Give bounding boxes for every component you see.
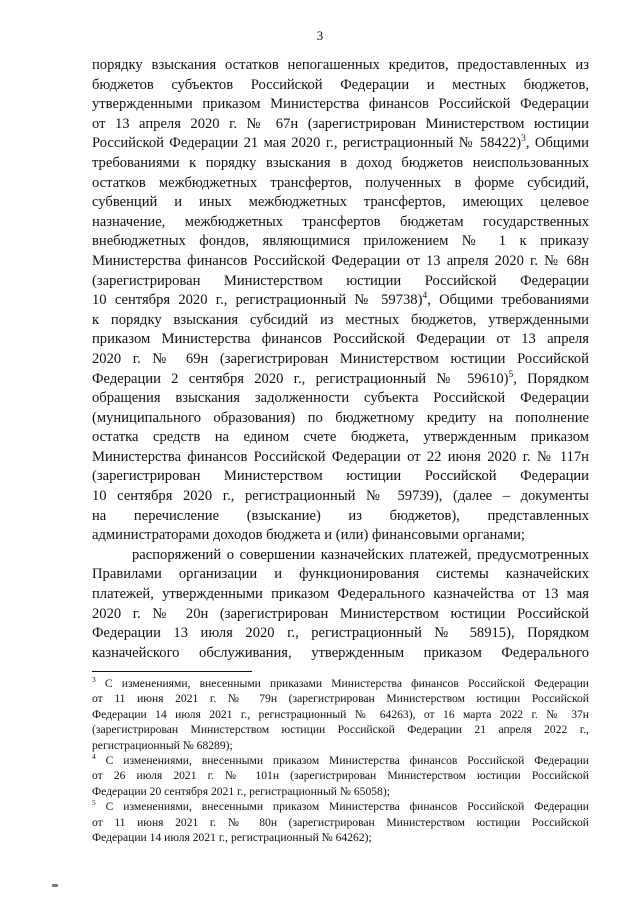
body-line: [92, 291, 589, 311]
footnote-marker: 4: [92, 752, 96, 762]
body-line-text: , Общими требованиями: [427, 292, 589, 309]
body-line: назначение, межбюджетных трансфертов бюджетам государственных: [92, 213, 589, 230]
body-line: администраторами доходов бюджета и (или) финансовыми органами;: [92, 527, 525, 544]
footnote-ref-5: 5: [508, 369, 514, 380]
body-line: (зарегистрирован Министерством юстиции Российской Федерации: [92, 468, 589, 485]
footnote-ref-4: 4: [422, 291, 428, 302]
footnote-5: [92, 799, 589, 814]
scan-artifact: [52, 884, 58, 887]
page-number: 3: [316, 28, 324, 43]
body-line: Министерства финансов Российской Федерации от 22 июня 2020 г. № 117н: [92, 448, 589, 465]
body-line: обращения взыскания задолженности субъекта Российской Федерации: [92, 390, 589, 407]
body-line: казначейского обслуживания, утвержденным приказом Федерального: [92, 644, 589, 661]
footnote-line: регистрационный № 68289);: [92, 738, 233, 752]
body-line-text: , Порядком: [513, 370, 590, 387]
body-line: порядку взыскания остатков непогашенных кредитов, предоставленных из: [92, 57, 589, 73]
body-line: Федерации 13 июля 2020 г., регистрационный № 58915), Порядком: [92, 625, 589, 642]
body-line: (муниципального образования) по бюджетному кредиту на пополнение: [92, 409, 589, 426]
footnote-line: Федерации 20 сентября 2021 г., регистрационный № 65058);: [92, 784, 390, 798]
body-line: остатка средств на едином счете бюджета, утвержденным приказом: [92, 429, 589, 446]
body-line: 2020 г. № 69н (зарегистрирован Министерством юстиции Российской: [92, 350, 589, 367]
footnote-marker: 5: [92, 798, 96, 808]
footnote-line: Федерации 14 июля 2021 г., регистрационный № 64263), от 16 марта 2022 г. № 37н: [92, 707, 589, 721]
footnote-line: от 11 июня 2021 г. № 80н (зарегистрирован Министерством юстиции Российской: [92, 815, 589, 829]
body-line: бюджетов субъектов Российской Федерации и местных бюджетов,: [92, 76, 589, 93]
body-line: Правилами организации и функционирования системы казначейских: [92, 566, 589, 583]
body-line: субвенций и иных межбюджетных трансфертов, имеющих целевое: [92, 194, 589, 211]
body-line: 2020 г. № 20н (зарегистрирован Министерством юстиции Российской: [92, 605, 589, 622]
body-line: 10 сентября 2020 г., регистрационный № 59739), (далее – документы: [92, 488, 589, 505]
footnote-3: [92, 676, 589, 691]
body-line-text: , Общими: [525, 135, 589, 152]
body-line: к порядку взыскания субсидий из местных бюджетов, утвержденными: [92, 311, 589, 328]
footnote-line-text: С изменениями, внесенными приказами Министерства финансов Российской Федерации: [104, 677, 589, 690]
body-line: требованиями к порядку взыскания в доход бюджетов неиспользованных: [92, 154, 589, 171]
body-line-text: 10 сентября 2020 г., регистрационный № 59738): [92, 292, 423, 309]
body-line: платежей, утвержденными приказом Федерального казначейства от 13 мая: [92, 586, 589, 603]
body-line: [92, 370, 589, 390]
body-line: утвержденными приказом Министерства финансов Российской Федерации: [92, 96, 589, 113]
body-line-text: Федерации 2 сентября 2020 г., регистрационный № 59610): [92, 370, 509, 387]
footnotes: [92, 676, 589, 845]
body-line: Министерства финансов Российской Федерации от 13 апреля 2020 г. № 68н: [92, 252, 589, 269]
body-line: распоряжений о совершении казначейских платежей, предусмотренных: [132, 546, 589, 563]
body-line-text: Российской Федерации 21 мая 2020 г., регистрационный № 58422): [92, 135, 522, 152]
body-line: (зарегистрирован Министерством юстиции Российской Федерации: [92, 272, 589, 289]
footnote-4: [92, 753, 589, 768]
footnote-line: (зарегистрирован Министерством юстиции Российской Федерации 21 апреля 2022 г.,: [92, 723, 589, 737]
footnote-line-text: С изменениями, внесенными приказом Министерства финансов Российской Федерации: [105, 800, 589, 814]
body-line: [92, 134, 589, 154]
footnote-line: Федерации 14 июля 2021 г., регистрационный № 64262);: [92, 830, 372, 844]
footnote-line: от 26 июля 2021 г. № 101н (зарегистрирован Министерством юстиции Российской: [92, 769, 589, 783]
body-line: внебюджетных фондов, являющимися приложением № 1 к приказу: [92, 233, 589, 250]
footnote-line-text: С изменениями, внесенными приказом Министерства финансов Российской Федерации: [105, 753, 589, 767]
body-line: приказом Министерства финансов Российской Федерации от 13 апреля: [92, 331, 589, 348]
body-line: остатков межбюджетных трансфертов, полученных в форме субсидий,: [92, 174, 589, 191]
body-line: от 13 апреля 2020 г. № 67н (зарегистрирован Министерством юстиции: [92, 115, 589, 132]
body-line: на перечисление (взыскание) из бюджетов), представленных: [92, 507, 589, 524]
footnote-divider: [92, 671, 252, 672]
footnote-ref-3: 3: [521, 134, 526, 145]
body-text: [92, 56, 589, 663]
footnote-marker: 3: [92, 675, 96, 685]
footnote-line: от 11 июня 2021 г. № 79н (зарегистрирован Министерством юстиции Российской: [92, 692, 589, 706]
